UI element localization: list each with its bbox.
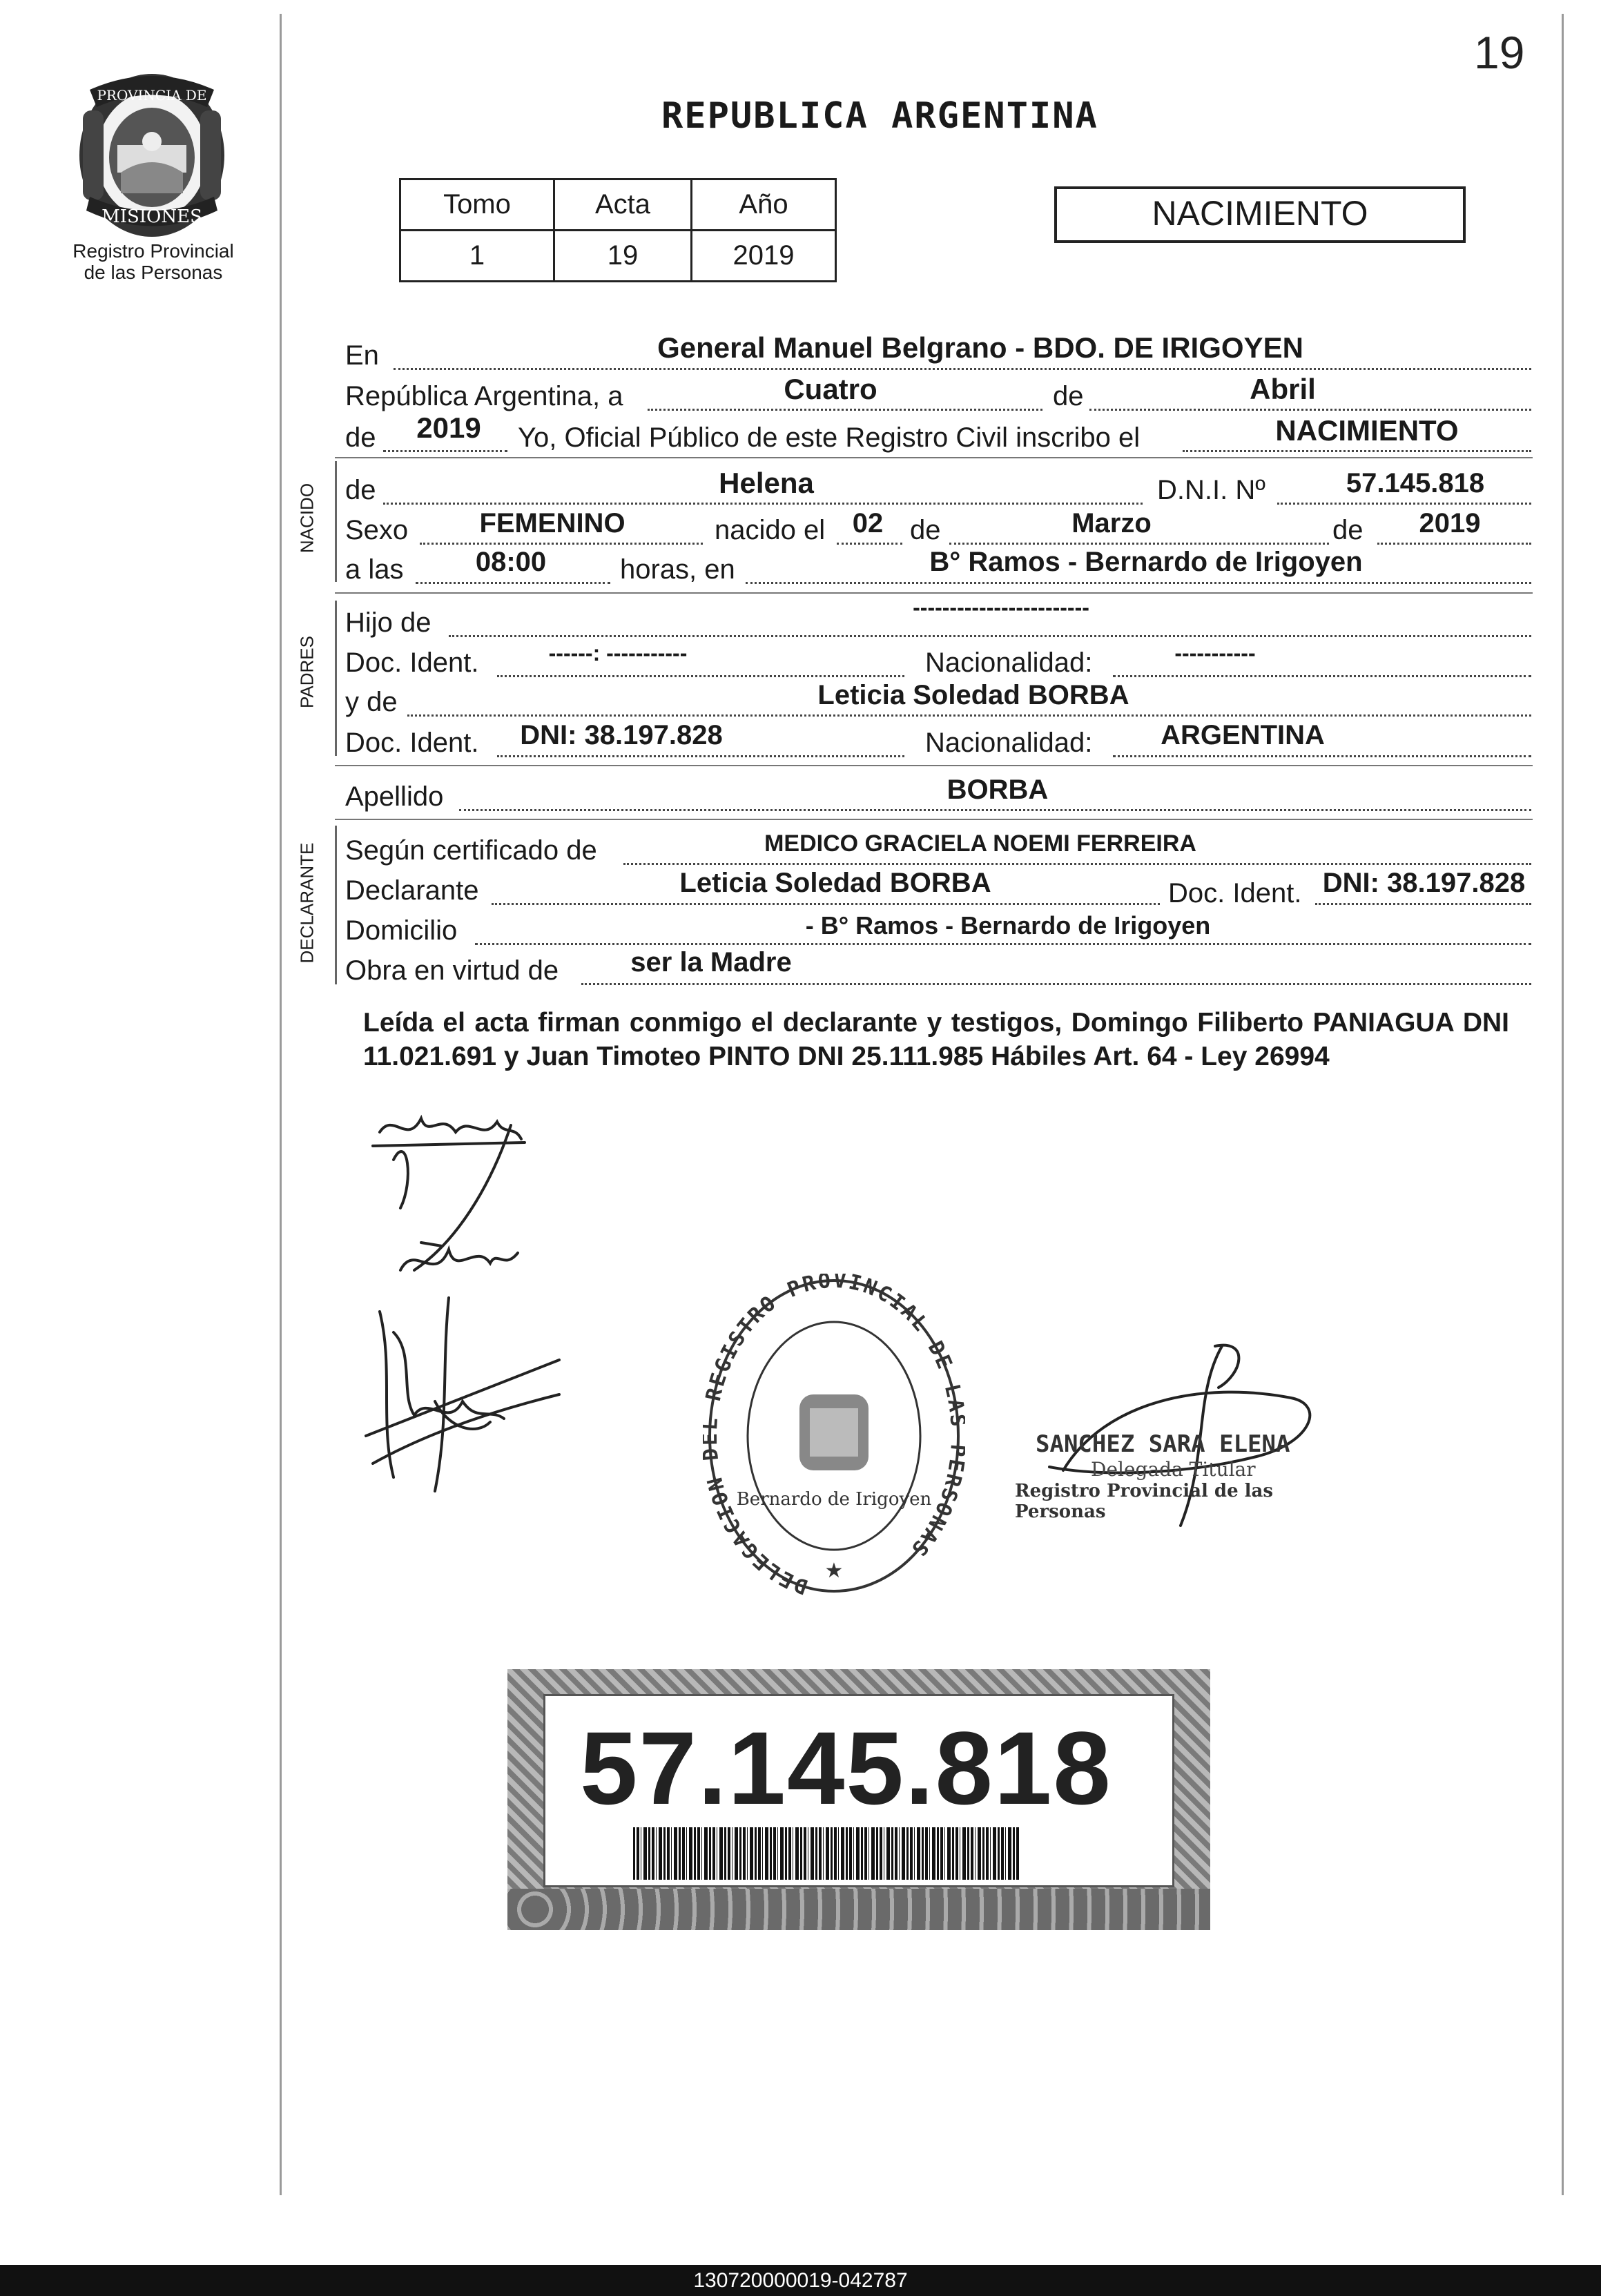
acta-header: Acta [554,179,691,231]
nacido-de-label: de [345,475,376,505]
nac2-dots [1113,755,1531,757]
birth-month-dots [949,543,1329,545]
hijo-label: Hijo de [345,607,431,638]
logo-caption-line2: de las Personas [84,262,223,283]
closing-statement: Leída el acta firman conmigo el declarante y testigos, Domingo Filiberto PANIAGUA DNI 11.021.691 y Juan Timoteo PINTO DNI 25.111.985 Hábiles Art. 64 - Ley 26994 [363,1008,1509,1071]
day-dots [648,409,1042,411]
dni-label: D.N.I. Nº [1157,475,1265,505]
tomo-acta-table [399,178,837,282]
certificate-value: MEDICO GRACIELA NOEMI FERREIRA [764,830,1196,857]
birth-year-dots [1377,543,1531,545]
nacido-bracket [335,461,337,582]
witness-signatures [352,1105,573,1505]
dni-dots [1277,503,1531,505]
sticker-bottom-band [507,1889,1210,1930]
intro-year-value: 2019 [416,411,481,444]
inscribo-dots [1183,450,1531,452]
nacido-de3-label: de [1332,515,1364,545]
divider-apellido [335,819,1533,820]
doc2-dots [497,755,904,757]
time-dots [416,582,610,584]
intro-de2-label: de [345,422,376,453]
sexo-label: Sexo [345,515,409,545]
footer-code-bar: 130720000019-042787 [0,2265,1601,2296]
round-stamp-inner: Bernardo de Irigoyen [736,1489,932,1510]
republica-label: República Argentina, a [345,381,623,411]
domicilio-dots [475,943,1531,945]
child-name-value: Helena [719,467,814,499]
en-dots [394,368,1531,370]
page-number: 19 [1474,27,1525,78]
nacido-el-label: nacido el [715,515,826,545]
ano-header: Año [691,179,835,231]
nac1-dots [1113,675,1531,677]
document-heading: REPUBLICA ARGENTINA [661,95,1098,137]
mother-nationality-value: ARGENTINA [1161,720,1325,750]
birth-time-value: 08:00 [475,547,547,577]
official-name: SANCHEZ SARA ELENA [1036,1430,1290,1458]
act-type-box: NACIMIENTO [1054,186,1466,243]
inscribo-value: NACIMIENTO [1275,414,1459,447]
dni-sticker [507,1669,1210,1930]
tomo-value: 1 [400,231,554,282]
intro-month-value: Abril [1250,373,1316,405]
obra-dots [581,983,1531,985]
doc2-label: Doc. Ident. [345,728,479,758]
mother-value: Leticia Soledad BORBA [817,680,1129,710]
domicilio-value: - B° Ramos - Bernardo de Irigoyen [805,911,1211,940]
birth-day-dots [837,543,902,545]
sticker-barcode [633,1827,1020,1880]
declarante-label: Declarante [345,875,479,906]
alas-label: a las [345,554,404,585]
declarante-value: Leticia Soledad BORBA [679,868,991,898]
declarante-bracket [335,826,337,984]
segun-dots [623,863,1531,865]
ano-value: 2019 [691,231,835,282]
declarante-doc-value: DNI: 38.197.828 [1322,868,1526,898]
declarante-section-label: DECLARANTE [296,842,318,964]
sexo-value: FEMENINO [479,508,625,538]
logo-caption [50,240,257,283]
svg-text:★: ★ [824,1559,844,1582]
child-dni-value: 57.145.818 [1346,468,1485,498]
nac2-label: Nacionalidad: [925,728,1093,758]
en-value: General Manuel Belgrano - BDO. DE IRIGOYEN [657,331,1303,364]
name-dots [383,503,1143,505]
horas-label: horas, en [620,554,735,585]
en-label: En [345,340,379,371]
province-seal [69,69,235,242]
doc1-label: Doc. Ident. [345,648,479,678]
round-stamp [703,1274,965,1598]
sticker-dni-number: 57.145.818 [580,1710,1112,1826]
nacido-de2-label: de [910,515,941,545]
obra-value: ser la Madre [630,947,792,977]
yde-label: y de [345,687,398,717]
father-doc-value: ------: ----------- [548,641,688,665]
apellido-dots [459,809,1531,811]
mother-doc-value: DNI: 38.197.828 [520,720,723,750]
month-dots [1089,409,1531,411]
divider-nacido [335,592,1533,594]
right-margin-line [1562,14,1564,2195]
acta-value: 19 [554,231,691,282]
official-office: Registro Provincial de las Personas [1015,1481,1274,1522]
tomo-header: Tomo [400,179,554,231]
declarante-dots [492,903,1160,905]
seal-bottom-text: MISIONES [101,206,202,227]
place-dots [746,582,1531,584]
decl-doc-label: Doc. Ident. [1168,878,1302,908]
intro-de-label: de [1053,381,1084,411]
birth-month-value: Marzo [1071,508,1152,538]
intro-day-value: Cuatro [784,373,877,405]
father-value: ------------------------ [913,595,1089,620]
nac1-label: Nacionalidad: [925,648,1093,678]
apellido-value: BORBA [947,775,1049,805]
doc1-dots [497,675,904,677]
birth-year-value: 2019 [1419,508,1481,538]
yo-label: Yo, Oficial Público de este Registro Civil inscribo el [518,422,1141,453]
segun-label: Según certificado de [345,835,597,866]
logo-caption-line1: Registro Provincial [72,240,234,262]
mother-dots [407,714,1531,717]
sticker-inner-panel [543,1694,1174,1887]
seal-top-text: PROVINCIA DE [97,87,207,104]
domicilio-label: Domicilio [345,915,458,946]
nacido-section-label: NACIDO [296,483,318,554]
year-dots [383,450,507,452]
obra-label: Obra en virtud de [345,955,559,986]
birth-place-value: B° Ramos - Bernardo de Irigoyen [929,547,1363,577]
birth-day-value: 02 [852,508,884,538]
padres-bracket [335,601,337,756]
hijo-dots [449,635,1531,637]
father-nationality-value: ----------- [1174,641,1256,665]
official-stamp [1015,1430,1360,1522]
sexo-dots [420,543,703,545]
padres-section-label: PADRES [296,636,318,708]
round-stamp-text: DELEGACION REGISTRO PROVINCIAL DE L RSONAS [703,1274,965,1598]
divider-intro [335,457,1533,458]
decl-doc-dots [1315,903,1531,905]
divider-padres [335,765,1533,766]
left-margin-line [280,14,282,2195]
apellido-label: Apellido [345,781,444,812]
official-title: Delegada Titular [1091,1458,1256,1481]
